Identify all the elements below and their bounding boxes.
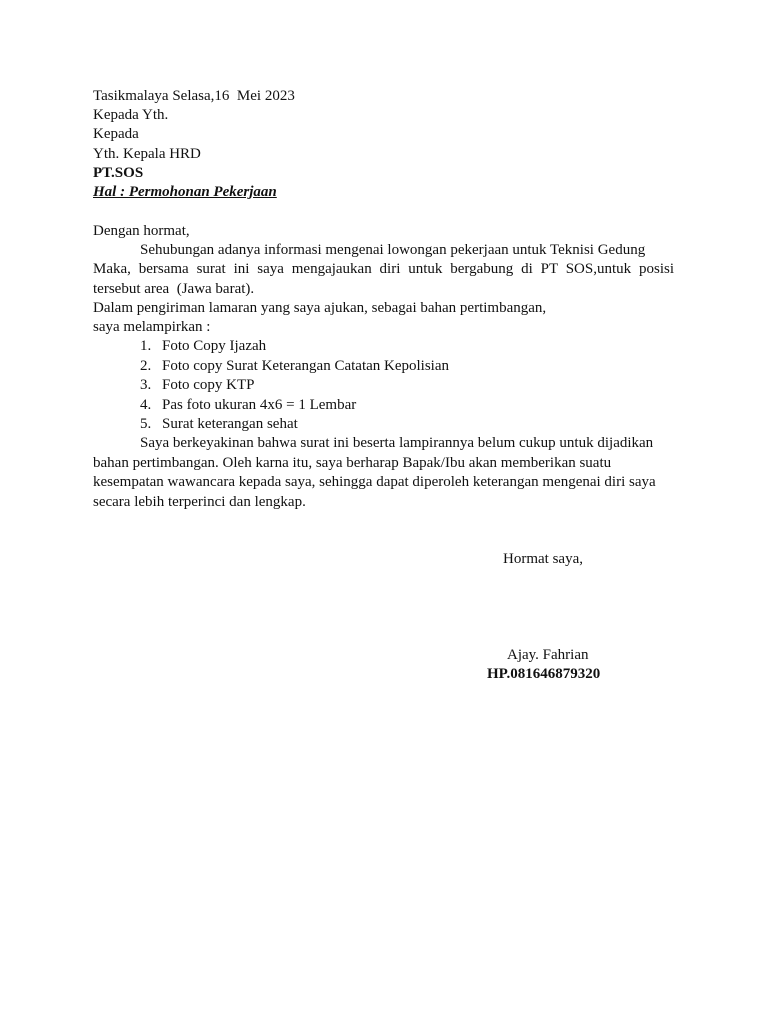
closing-regards: Hormat saya,	[503, 551, 583, 567]
recipient-line-3: Yth. Kepala HRD	[93, 146, 201, 162]
attachment-text: Surat keterangan sehat	[162, 416, 298, 432]
attachment-number: 5.	[140, 416, 152, 432]
attachment-item	[140, 337, 266, 356]
place-date: Tasikmalaya Selasa,16 Mei 2023	[93, 88, 295, 104]
greeting: Dengan hormat,	[93, 223, 190, 239]
company-name: PT.SOS	[93, 165, 144, 181]
attachment-item	[140, 376, 255, 395]
attachment-text: Foto copy Surat Keterangan Catatan Kepolisian	[162, 358, 450, 374]
recipient-line-2: Kepada	[93, 126, 139, 142]
recipient-line-1: Kepada Yth.	[93, 107, 169, 123]
attachment-item	[140, 357, 449, 376]
paragraph-1-line-2: Maka, bersama surat ini saya mengajaukan diri untuk bergabung di PT SOS,untuk posisi	[93, 261, 674, 277]
attachment-number: 3.	[140, 377, 152, 393]
signer-name: Ajay. Fahrian	[507, 647, 589, 663]
attachment-text: Foto copy KTP	[162, 377, 255, 393]
paragraph-3-line-1: Saya berkeyakinan bahwa surat ini beserta lampirannya belum cukup untuk dijadikan	[140, 435, 654, 451]
attachment-number: 1.	[140, 338, 152, 354]
attachment-item	[140, 415, 298, 434]
paragraph-2-line-1: Dalam pengiriman lamaran yang saya ajukan, sebagai bahan pertimbangan,	[93, 300, 547, 316]
attachment-text: Foto Copy Ijazah	[162, 338, 267, 354]
attachment-item	[140, 396, 356, 415]
signer-phone: HP.081646879320	[487, 666, 601, 682]
paragraph-3-line-2: bahan pertimbangan. Oleh karna itu, saya berharap Bapak/Ibu akan memberikan suatu	[93, 455, 612, 471]
paragraph-3-line-3: kesempatan wawancara kepada saya, sehingga dapat diperoleh keterangan mengenai diri saya	[93, 474, 656, 490]
letter-subject: Hal : Permohonan Pekerjaan	[93, 184, 277, 200]
attachment-text: Pas foto ukuran 4x6 = 1 Lembar	[162, 397, 357, 413]
attachment-number: 4.	[140, 397, 152, 413]
paragraph-1-line-3: tersebut area (Jawa barat).	[93, 281, 255, 297]
attachment-number: 2.	[140, 358, 152, 374]
paragraph-3-line-4: secara lebih terperinci dan lengkap.	[93, 494, 306, 510]
paragraph-2-line-2: saya melampirkan :	[93, 319, 211, 335]
paragraph-1-line-1: Sehubungan adanya informasi mengenai lowongan pekerjaan untuk Teknisi Gedung	[140, 242, 646, 258]
